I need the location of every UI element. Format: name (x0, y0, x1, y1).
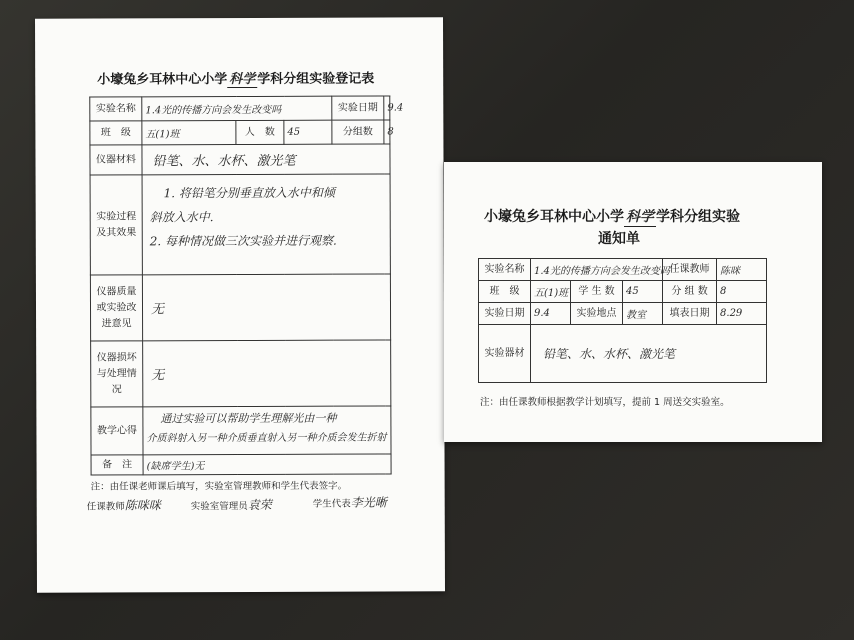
notice-form-title-line2: 通知单 (598, 231, 640, 247)
damage-label: 仪器损坏与处理情况 (91, 341, 143, 407)
notice-table (478, 258, 767, 383)
student-signature-value: 李光晰 (350, 495, 387, 510)
admin-signature-label: 实验室管理员 (190, 500, 248, 513)
notice-teacher-label: 任课教师 (663, 259, 717, 281)
process-line-2: 斜放入水中. (149, 210, 214, 225)
quality-label: 仪器质量或实验改进意见 (90, 275, 142, 341)
registration-form-sheet (35, 17, 445, 592)
notice-students-value: 45 (623, 281, 663, 303)
remarks-value: (缺席学生)无 (143, 454, 391, 475)
notice-title-school: 小壕兔乡耳林中心小学 (484, 209, 624, 225)
process-label: 实验过程及其效果 (90, 175, 142, 275)
notice-filled-value: 8.29 (717, 303, 767, 325)
notice-title-subject: 科学 (624, 206, 656, 227)
materials-label: 仪器材料 (90, 145, 142, 175)
student-signature-label: 学生代表 (312, 498, 351, 510)
class-value: 五(1)班 (142, 121, 236, 145)
notice-note: 注：由任课教师根据教学计划填写，提前 1 周送交实验室。 (480, 397, 730, 408)
experiment-date-value: 9.4 (384, 96, 390, 120)
materials-value: 铅笔、水、水杯、激光笔 (142, 144, 390, 175)
notice-class-label: 班 级 (479, 281, 531, 303)
notice-class-value: 五(1)班 (531, 281, 571, 303)
people-label: 人 数 (236, 120, 284, 144)
experiment-date-label: 实验日期 (332, 96, 384, 120)
class-label: 班 级 (90, 121, 142, 145)
process-line-3: 2. 每种情况做三次实验并进行观察. (149, 233, 337, 249)
title-subject: 科学 (227, 68, 257, 88)
teacher-signature-label: 任课教师 (86, 501, 125, 513)
notice-equipment-value: 铅笔、水、水杯、激光笔 (531, 325, 767, 383)
reflection-value (143, 406, 391, 455)
experiment-name-label: 实验名称 (90, 97, 142, 121)
notice-filled-label: 填表日期 (663, 303, 717, 325)
notice-date-value: 9.4 (531, 303, 571, 325)
reflection-line-1: 通过实验可以帮助学生理解光由一种 (160, 411, 337, 426)
notice-location-value: 教室 (623, 303, 663, 325)
process-value (142, 174, 390, 275)
damage-value: 无 (143, 340, 391, 407)
notice-location-label: 实验地点 (571, 303, 623, 325)
notice-title-form-name: 学科分组实验 (656, 209, 740, 225)
notice-form-title (484, 206, 740, 227)
registration-form-title (97, 68, 374, 89)
teacher-signature (87, 496, 161, 513)
experiment-name-value: 1.4光的传播方向会发生改变吗 (142, 96, 332, 121)
reflection-line-2: 介质斜射入另一种介质垂直射入另一种介质会发生折射 (146, 432, 387, 445)
notice-experiment-name-value: 1.4光的传播方向会发生改变吗 (531, 259, 663, 281)
notice-form-sheet (444, 162, 822, 442)
reflection-label: 教学心得 (91, 407, 143, 455)
groups-value: 8 (384, 120, 390, 144)
notice-teacher-value: 陈咪 (717, 259, 767, 281)
registration-table (89, 95, 404, 475)
remarks-label: 备 注 (91, 455, 143, 475)
notice-groups-value: 8 (717, 281, 767, 303)
notice-date-label: 实验日期 (479, 303, 531, 325)
process-line-1: 1. 将铅笔分别垂直放入水中和倾 (163, 185, 335, 201)
student-signature (313, 493, 387, 510)
notice-groups-label: 分 组 数 (663, 281, 717, 303)
title-form-name: 学科分组实验登记表 (257, 71, 375, 87)
groups-label: 分组数 (332, 120, 384, 144)
notice-experiment-name-label: 实验名称 (479, 259, 531, 281)
notice-equipment-label: 实验器材 (479, 325, 531, 383)
quality-value: 无 (142, 274, 390, 341)
admin-signature (191, 496, 272, 513)
people-value: 45 (284, 120, 332, 144)
teacher-signature-value: 陈咪咪 (124, 498, 161, 513)
title-school: 小壕兔乡耳林中心小学 (97, 72, 228, 88)
registration-note: 注：由任课老师课后填写，实验室管理教师和学生代表签字。 (90, 480, 348, 493)
notice-students-label: 学 生 数 (571, 281, 623, 303)
admin-signature-value: 袁荣 (247, 497, 272, 512)
